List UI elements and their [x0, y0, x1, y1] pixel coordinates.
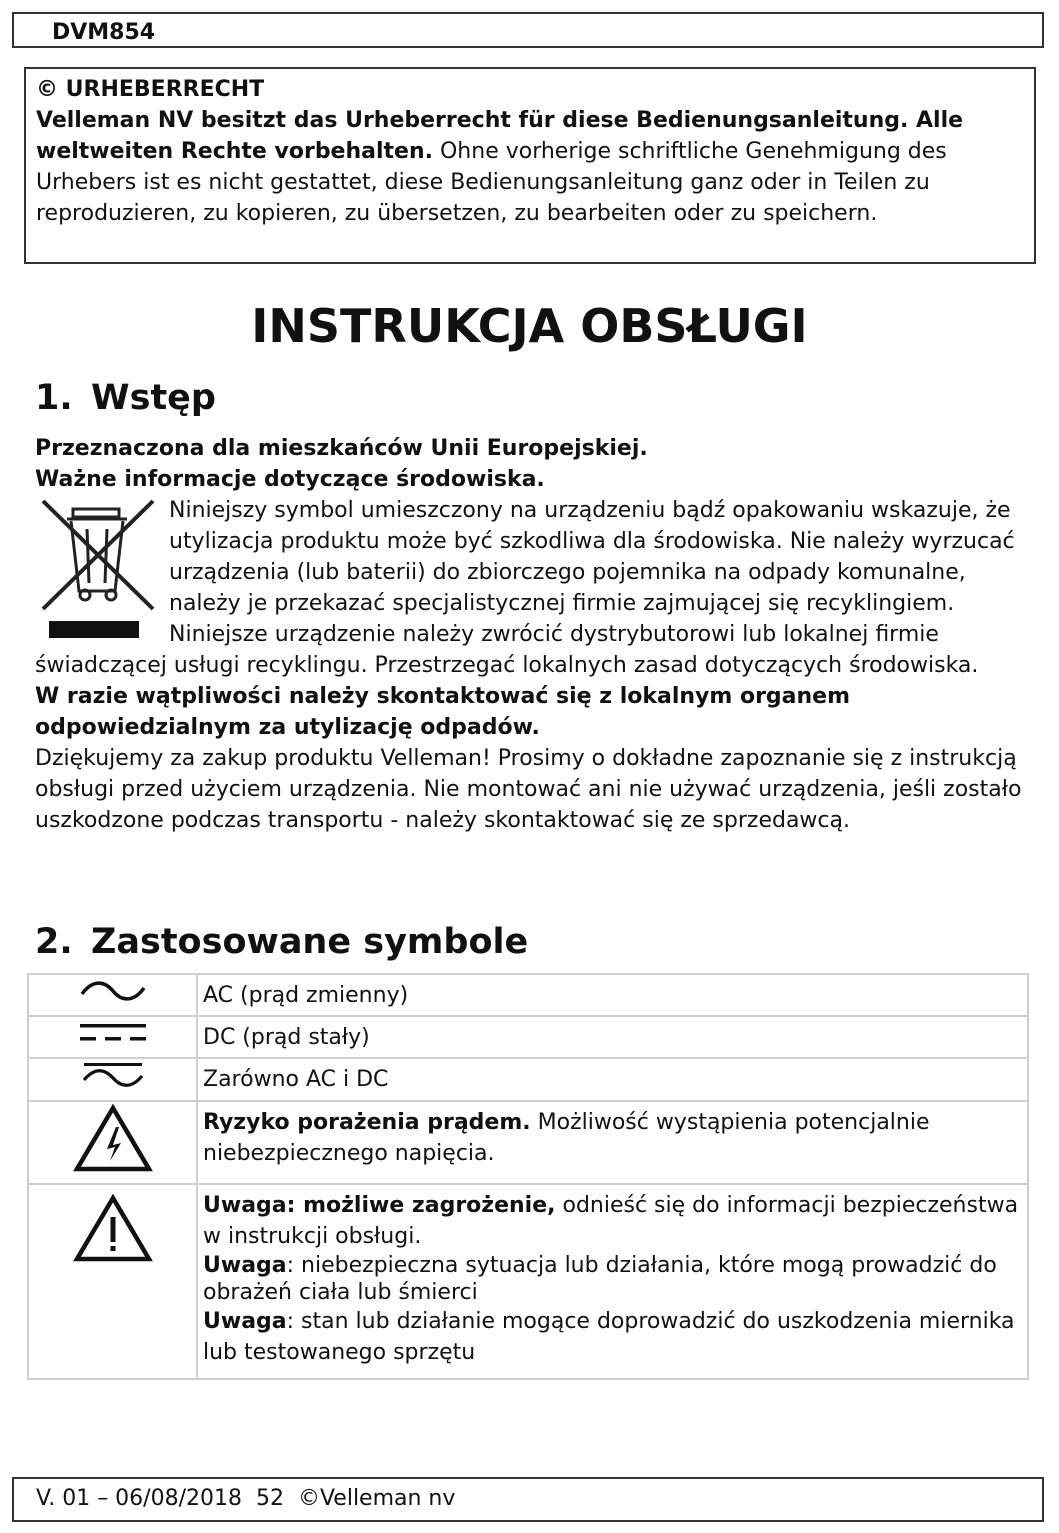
ac-dc-icon — [78, 1060, 148, 1090]
caution-bold-label-3: Uwaga — [203, 1309, 287, 1334]
electric-shock-warning-icon — [73, 1103, 153, 1173]
section-heading-symbols — [35, 920, 528, 964]
section-heading-intro — [35, 376, 216, 420]
caution-line-3 — [203, 1306, 1021, 1368]
shock-bold-label: Ryzyko porażenia prądem. — [203, 1110, 531, 1135]
caution-text: odnieść się do informacji bezpieczeństwa w instrukcji obsługi. — [203, 1193, 1019, 1249]
copyright-title: © URHEBERRECHT — [36, 77, 265, 102]
caution-description — [197, 1184, 1028, 1379]
copyright-bold-text: Velleman NV besitzt das Urheberrecht für diese Bedienungsanleitung. Alle weltweiten Rechte vorbehalten. — [36, 108, 964, 164]
copyright-text: Ohne vorherige schriftliche Genehmigung des Urhebers ist es nicht gestattet, diese Bedienungsanleitung ganz oder in Teilen zu reproduzieren, zu kopieren, zu übersetzen, zu bearbeiten oder zu speichern. — [36, 139, 947, 226]
ac-wave-icon — [78, 979, 148, 1003]
table-row — [28, 1101, 1028, 1184]
caution-bold-label: Uwaga: możliwe zagrożenie, — [203, 1193, 556, 1218]
copyright-notice — [24, 67, 1036, 264]
environment-info-line: Ważne informacje dotyczące środowiska. — [35, 467, 545, 492]
weee-paragraph — [35, 495, 1025, 681]
dc-description: DC (prąd stały) — [197, 1016, 1028, 1058]
page-title: INSTRUKCJA OBSŁUGI — [251, 299, 808, 353]
disposal-warning: W razie wątpliwości należy skontaktować się z lokalnym organem odpowiedzialnym za utylizację odpadów. — [35, 684, 851, 740]
shock-description — [197, 1101, 1028, 1184]
model-number: DVM854 — [52, 20, 156, 45]
caution-line-1 — [203, 1190, 1021, 1252]
crossed-bin-icon — [35, 495, 159, 643]
dc-cell — [28, 1016, 197, 1058]
eu-residents-line: Przeznaczona dla mieszkańców Unii Europejskiej. — [35, 436, 648, 461]
copyright-body — [36, 105, 1024, 229]
footer-text: V. 01 – 06/08/2018 52 ©Velleman nv — [36, 1486, 456, 1511]
ac-dc-cell — [28, 1058, 197, 1101]
ac-dc-description: Zarówno AC i DC — [197, 1058, 1028, 1101]
caution-bold-label-2: Uwaga — [203, 1253, 287, 1278]
caution-text-3: : stan lub działanie mogące doprowadzić do uszkodzenia miernika lub testowanego sprzętu — [203, 1309, 1015, 1365]
table-row — [28, 1016, 1028, 1058]
caution-cell — [28, 1184, 197, 1379]
ac-description: AC (prąd zmienny) — [197, 974, 1028, 1016]
shock-cell — [28, 1101, 197, 1184]
page-footer — [12, 1477, 1044, 1522]
table-row — [28, 1058, 1028, 1101]
caution-exclamation-icon — [73, 1193, 153, 1263]
ac-cell — [28, 974, 197, 1016]
intro-section — [35, 433, 1025, 836]
table-row — [28, 974, 1028, 1016]
weee-text: Niniejszy symbol umieszczony na urządzeniu bądź opakowaniu wskazuje, że utylizacja produktu może być szkodliwa dla środowiska. Nie należy wyrzucać urządzenia (lub baterii) do zbiorczego pojemnika na odpady komunalne, należy je przekazać specjalistycznej firmie zajmującej się recyklingiem. Niniejsze urządzenie należy zwrócić dystrybutorowi lub lokalnej firmie świadczącej usługi recyklingu. Przestrzegać lokalnych zasad dotyczących środowiska. — [35, 498, 1015, 678]
page-header — [12, 12, 1044, 48]
dc-icon — [78, 1020, 148, 1046]
caution-line-2 — [203, 1252, 1021, 1306]
section-title: Wstęp — [91, 378, 216, 418]
section-title: Zastosowane symbole — [91, 922, 529, 962]
symbols-table — [27, 973, 1029, 1380]
section-number: 2. — [35, 922, 73, 962]
table-row — [28, 1184, 1028, 1379]
section-number: 1. — [35, 378, 73, 418]
thanks-text: Dziękujemy za zakup produktu Velleman! Prosimy o dokładne zapoznanie się z instrukcją obsługi przed użyciem urządzenia. Nie montować ani nie używać urządzenia, jeśli zostało uszkodzone podczas transportu - należy skontaktować się ze sprzedawcą. — [35, 746, 1022, 833]
caution-text-2: : niebezpieczna sytuacja lub działania, które mogą prowadzić do obrażeń ciała lub śmierci — [203, 1253, 997, 1305]
shock-text: Możliwość wystąpienia potencjalnie niebezpiecznego napięcia. — [203, 1110, 930, 1166]
